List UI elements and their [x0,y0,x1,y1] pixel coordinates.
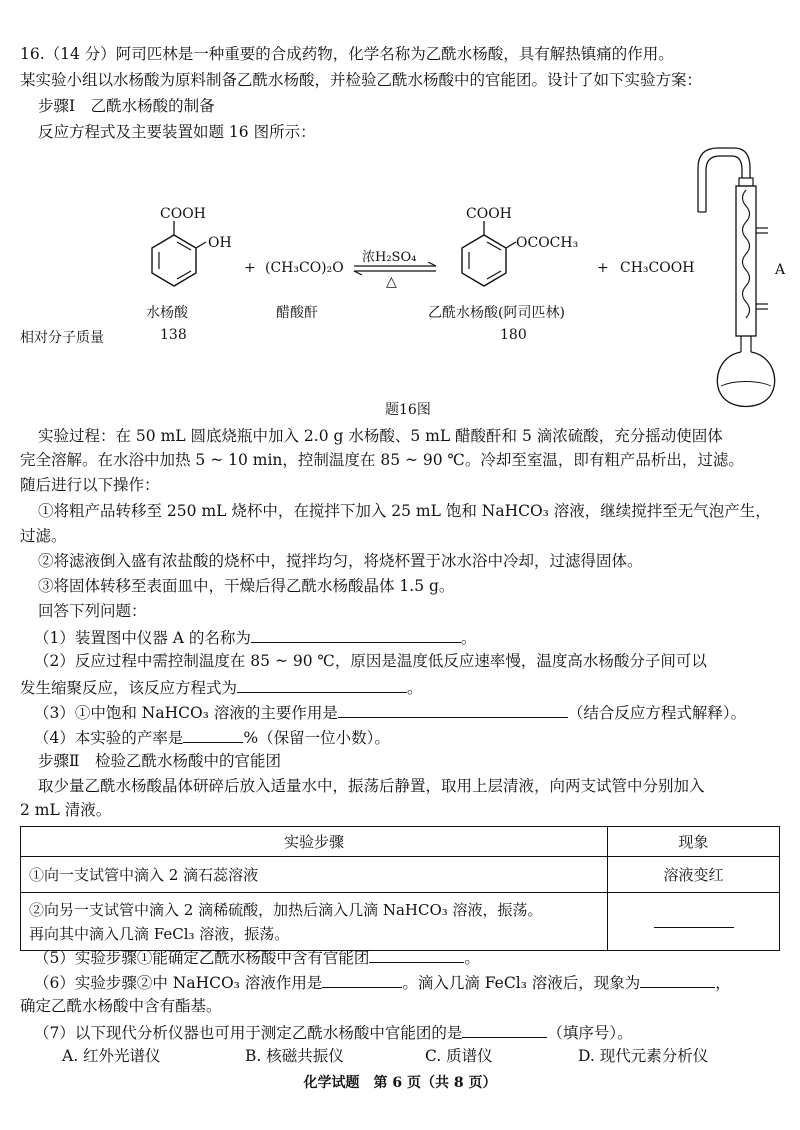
row1-phenomenon: 溶液变红 [608,857,780,893]
answer-blank-3[interactable] [338,701,568,718]
question-6-end: ， [715,974,731,992]
question-1-end: 。 [460,629,477,647]
step2-title: 步骤Ⅱ 检验乙酰水杨酸中的官能团 [38,752,282,770]
step2-desc-b: 2 mL 清液。 [20,801,112,819]
name-aspirin: 乙酰水杨酸(阿司匹林) [428,305,565,321]
aspirin-cooh: COOH [466,206,512,222]
option-a: A. 红外光谱仪 [62,1047,161,1065]
name-salicylic: 水杨酸 [146,305,188,321]
condition-bottom-heat: △ [386,274,397,290]
figure-caption: 题16图 [385,402,431,418]
operation-1a: ①将粗产品转移至 250 mL 烧杯中，在搅拌下加入 25 mL 饱和 NaHCO₃ 溶液，继续搅拌至无气泡产生， [38,502,771,520]
question-6c: 确定乙酰水杨酸中含有酯基。 [20,997,222,1015]
option-c: C. 质谱仪 [425,1047,493,1065]
procedure-p3: 随后进行以下操作： [20,476,160,494]
answer-blank-2[interactable] [237,676,407,693]
question-4-text: （4）本实验的产率是 [34,729,184,747]
question-7 [34,1021,633,1043]
table-row [21,893,780,951]
question-6-text-a: （6）实验步骤②中 NaHCO₃ 溶液作用是 [34,974,323,992]
question-5-end: 。 [464,949,480,967]
page-footer: 化学试题 第 6 页（共 8 页） [303,1075,497,1091]
operation-3: ③将固体转移至表面皿中，干燥后得乙酰水杨酸晶体 1.5 g。 [38,577,455,595]
experiment-table [20,826,780,951]
step2-desc-a: 取少量乙酰水杨酸晶体研碎后放入适量水中，振荡后静置，取用上层清液，向两支试管中分别加入 [38,777,705,795]
operation-2: ②将滤液倒入盛有浓盐酸的烧杯中，搅拌均匀，将烧杯置于冰水浴中冷却，过滤得固体。 [38,552,643,570]
question-2-text: 发生缩聚反应，该反应方程式为 [20,679,238,697]
question-7-text: （7）以下现代分析仪器也可用于测定乙酰水杨酸中官能团的是 [34,1024,463,1042]
name-anhydride: 醋酸酐 [276,305,318,321]
answer-blank-1[interactable] [251,626,461,643]
question-7-end: （填序号）。 [547,1024,633,1042]
header-phenomenon: 现象 [608,827,780,857]
question-2a: （2）反应过程中需控制温度在 85 ~ 90 ℃，原因是温度低反应速率慢，温度高水杨酸分子间可以 [34,652,707,670]
row2-phenomenon-cell[interactable] [608,893,780,951]
row2-step [21,893,608,951]
step1-title: 步骤Ⅰ 乙酰水杨酸的制备 [38,97,215,115]
answer-blank-6a[interactable] [322,971,402,988]
question-2-end: 。 [407,679,423,697]
question-2b [20,676,423,698]
condition-top: 浓H₂SO₄ [362,250,417,265]
answer-blank-5[interactable] [369,946,464,963]
apparatus-label-a: A [775,262,786,278]
question-3-text: （3）①中饱和 NaHCO₃ 溶液的主要作用是 [34,704,338,722]
table-header-row [21,827,780,857]
q16-intro-line2: 某实验小组以水杨酸为原料制备乙酰水杨酸，并检验乙酰水杨酸中的官能团。设计了如下实验方案： [20,71,703,89]
plus-sign-1: + [244,260,256,276]
question-4-end: %（保留一位小数）。 [243,729,390,747]
row2-step-line-b: 再向其中滴入几滴 FeCl₃ 溶液，振荡。 [29,924,290,943]
molar-mass-label: 相对分子质量 [20,330,104,346]
row2-phenomenon-blank[interactable] [654,911,734,928]
option-b: B. 核磁共振仪 [245,1047,344,1065]
question-6-text-b: 。滴入几滴 FeCl₃ 溶液后，现象为 [402,974,641,992]
reaction-intro: 反应方程式及主要装置如题 16 图所示： [38,123,316,141]
header-step: 实验步骤 [21,827,608,857]
row1-step: ①向一支试管中滴入 2 滴石蕊溶液 [21,857,608,893]
salicylic-acid-structure [130,215,220,295]
question-5-text: （5）实验步骤①能确定乙酰水杨酸中含有官能团 [34,949,370,967]
answer-blank-7[interactable] [462,1021,547,1038]
question-1-text: （1）装置图中仪器 A 的名称为 [34,629,251,647]
question-3-end: （结合反应方程式解释）。 [567,704,747,722]
plus-sign-2: + [597,260,609,276]
table-row [21,857,780,893]
procedure-p2: 完全溶解。在水浴中加热 5 ~ 10 min，控制温度在 85 ~ 90 ℃。冷却至室温，即有粗产品析出，过滤。 [20,451,744,469]
option-d: D. 现代元素分析仪 [578,1047,709,1065]
question-4 [34,726,390,748]
aspirin-structure [440,215,530,295]
acetic-acid-formula: CH₃COOH [620,260,695,276]
q16-intro-line1: 16.（14 分）阿司匹林是一种重要的合成药物，化学名称为乙酰水杨酸，具有解热镇痛的作用。 [20,45,674,63]
question-3 [34,701,746,723]
salicylic-cooh: COOH [160,206,206,222]
mass-aspirin: 180 [500,327,527,343]
question-5 [34,946,480,968]
aspirin-ester-group: OCOCH₃ [516,235,579,251]
answer-blank-4[interactable] [183,726,243,743]
question-1 [34,626,476,648]
answer-blank-6b[interactable] [640,971,715,988]
row2-step-line-a: ②向另一支试管中滴入 2 滴稀硫酸，加热后滴入几滴 NaHCO₃ 溶液，振荡。 [29,900,543,919]
acetic-anhydride-formula: (CH₃CO)₂O [265,260,344,276]
mass-salicylic: 138 [160,327,187,343]
salicylic-oh: OH [208,235,232,251]
question-6 [34,971,731,993]
answer-prompt: 回答下列问题： [38,602,147,620]
procedure-p1: 实验过程：在 50 mL 圆底烧瓶中加入 2.0 g 水杨酸、5 mL 醋酸酐和 5 滴浓硫酸，充分摇动使固体 [38,427,723,445]
operation-1b: 过滤。 [20,527,67,545]
